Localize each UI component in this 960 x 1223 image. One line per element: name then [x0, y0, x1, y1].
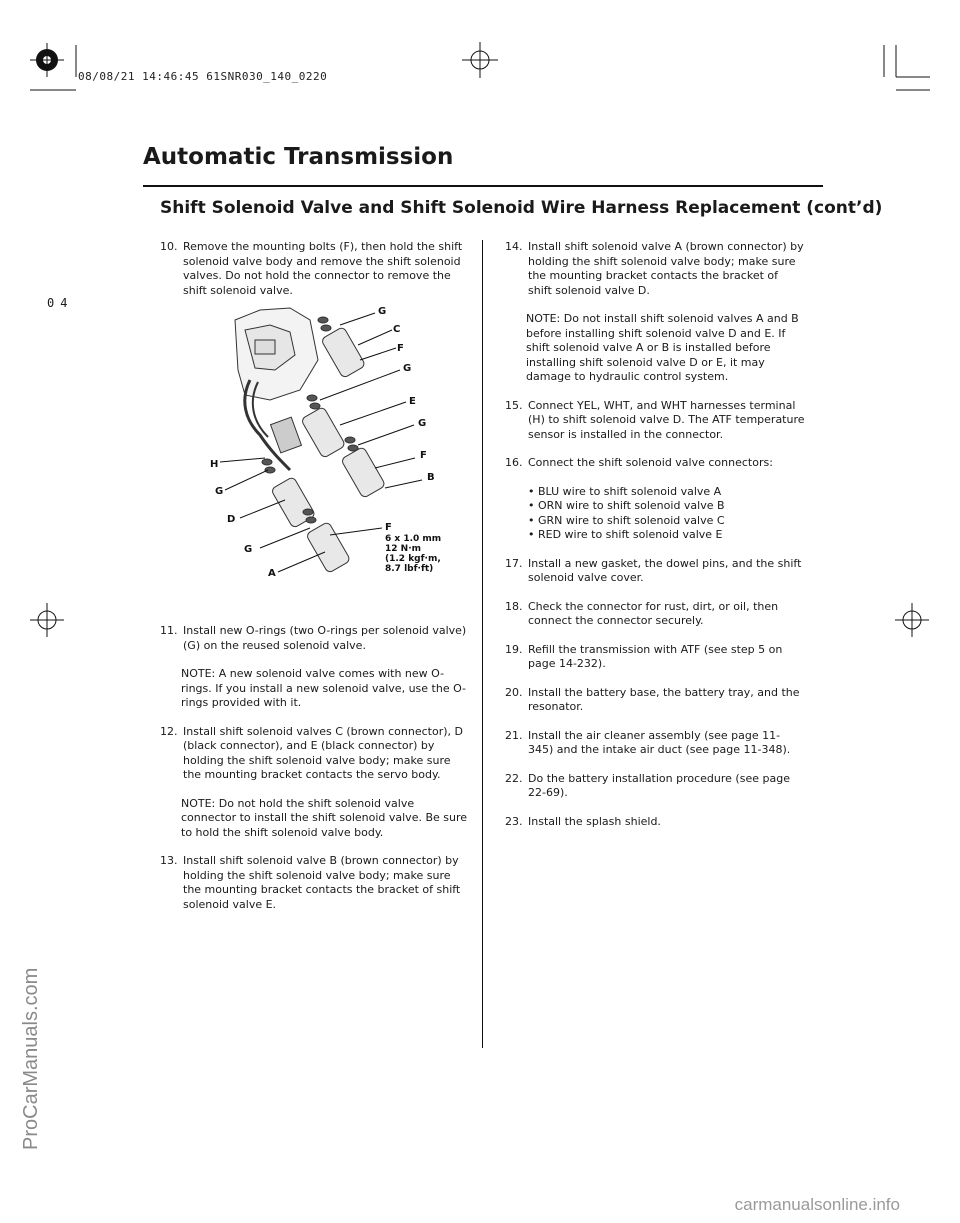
footer-watermark[interactable]: carmanualsonline.info	[734, 1195, 900, 1214]
label-f2: F	[420, 450, 427, 461]
list-item: • ORN wire to shift solenoid valve B	[528, 499, 725, 512]
label-f1: F	[397, 343, 404, 354]
step-number: 19.	[505, 642, 523, 656]
step-number: 18.	[505, 599, 523, 613]
step-22	[505, 772, 805, 801]
section-subtitle: Shift Solenoid Valve and Shift Solenoid Wire Harness Replacement (cont’d)	[160, 198, 883, 218]
label-g4: G	[215, 486, 224, 497]
step-note: NOTE: Do not hold the shift solenoid valve connector to install the shift solenoid valve. Be sure to hold the shift solenoid valve body.	[181, 796, 468, 839]
label-b: B	[427, 472, 435, 483]
step-number: 17.	[505, 556, 523, 570]
step-13	[160, 854, 470, 912]
step-text: Remove the mounting bolts (F), then hold the shift solenoid valve body and remove the shift solenoid valves. Do not hold the connector to remove the shift solenoid valve.	[183, 240, 463, 297]
step-number: 14.	[505, 240, 523, 253]
torque-line-3: (1.2 kgf·m,	[385, 554, 441, 564]
step-text: Install shift solenoid valve A (brown connector) by holding the shift solenoid valve body; make sure the mounting bracket contacts the bracket of shift solenoid valve D.	[528, 240, 804, 297]
list-item: • RED wire to shift solenoid valve E	[528, 528, 723, 541]
step-number: 10.	[160, 240, 178, 253]
step-text: Install the air cleaner assembly (see page 11-345) and the intake air duct (see page 11-348).	[528, 728, 791, 756]
step-text: Install shift solenoid valves C (brown connector), D (black connector), and E (black connector) by holding the shift solenoid valve body; make sure the mounting bracket contacts the servo body.	[183, 724, 463, 781]
step-text: Install shift solenoid valve B (brown connector) by holding the shift solenoid valve body; make sure the mounting bracket contacts the bracket of shift solenoid valve E.	[183, 854, 461, 911]
torque-line-4: 8.7 lbf·ft)	[385, 564, 434, 574]
step-23	[505, 815, 805, 830]
step-number: 16.	[505, 456, 523, 469]
label-g1: G	[378, 306, 387, 317]
step-text: Install the splash shield.	[528, 814, 661, 828]
title-rule	[143, 185, 823, 187]
step-note: NOTE: A new solenoid valve comes with new O-rings. If you install a new solenoid valve, use the O-rings provided with it.	[181, 667, 467, 709]
label-g2: G	[403, 363, 412, 374]
connector-list	[528, 485, 805, 543]
step-text: Connect the shift solenoid valve connectors:	[528, 456, 773, 469]
step-number: 21.	[505, 728, 523, 742]
step-17	[505, 557, 805, 586]
step-number: 11.	[160, 624, 178, 637]
step-text: Install a new gasket, the dowel pins, and the shift solenoid valve cover.	[528, 556, 802, 584]
page-title: Automatic Transmission	[143, 144, 454, 170]
step-18	[505, 600, 805, 629]
label-h: H	[210, 459, 219, 470]
torque-line-2: 12 N·m	[385, 544, 421, 554]
step-text: Refill the transmission with ATF (see step 5 on page 14-232).	[528, 642, 783, 670]
step-20	[505, 686, 805, 715]
step-number: 12.	[160, 724, 178, 738]
list-item: • BLU wire to shift solenoid valve A	[528, 484, 722, 498]
print-stamp: 08/08/21 14:46:45 61SNR030_140_0220	[78, 70, 328, 83]
solenoid-illustration	[200, 300, 460, 585]
label-g5: G	[244, 544, 253, 555]
page-marker: 04	[47, 296, 74, 310]
torque-line-1: 6 x 1.0 mm	[385, 534, 442, 544]
label-g3: G	[418, 418, 427, 429]
step-number: 13.	[160, 854, 178, 867]
step-number: 15.	[505, 398, 523, 412]
step-19	[505, 643, 805, 672]
label-d: D	[227, 514, 236, 525]
solenoid-diagram	[200, 300, 460, 589]
step-text: Install new O-rings (two O-rings per solenoid valve) (G) on the reused solenoid valve.	[183, 624, 467, 652]
label-a: A	[268, 568, 276, 579]
right-column	[505, 240, 805, 843]
step-number: 20.	[505, 685, 523, 699]
step-15	[505, 399, 805, 443]
step-11	[160, 624, 470, 711]
step-10	[160, 240, 470, 298]
step-12	[160, 725, 470, 841]
step-16	[505, 456, 805, 543]
step-text: Check the connector for rust, dirt, or oil, then connect the connector securely.	[528, 599, 779, 627]
label-f3: F	[385, 522, 392, 533]
step-14	[505, 240, 805, 385]
step-text: Do the battery installation procedure (see page 22-69).	[528, 771, 790, 799]
step-21	[505, 729, 805, 758]
step-number: 23.	[505, 814, 523, 828]
step-text: Connect YEL, WHT, and WHT harnesses terminal (H) to shift solenoid valve D. The ATF temperature sensor is installed in the connector.	[528, 398, 805, 441]
step-note: NOTE: Do not install shift solenoid valves A and B before installing shift solenoid valve D and E. If shift solenoid valve A or B is installed before installing shift solenoid valve D or E, it may damage to hydraulic control system.	[526, 312, 799, 383]
side-watermark: ProCarManuals.com	[20, 967, 42, 1150]
step-number: 22.	[505, 771, 523, 785]
list-item: • GRN wire to shift solenoid valve C	[528, 513, 725, 527]
label-e: E	[409, 396, 416, 407]
step-text: Install the battery base, the battery tray, and the resonator.	[528, 685, 800, 713]
label-c: C	[393, 324, 401, 335]
column-divider	[482, 240, 483, 1048]
